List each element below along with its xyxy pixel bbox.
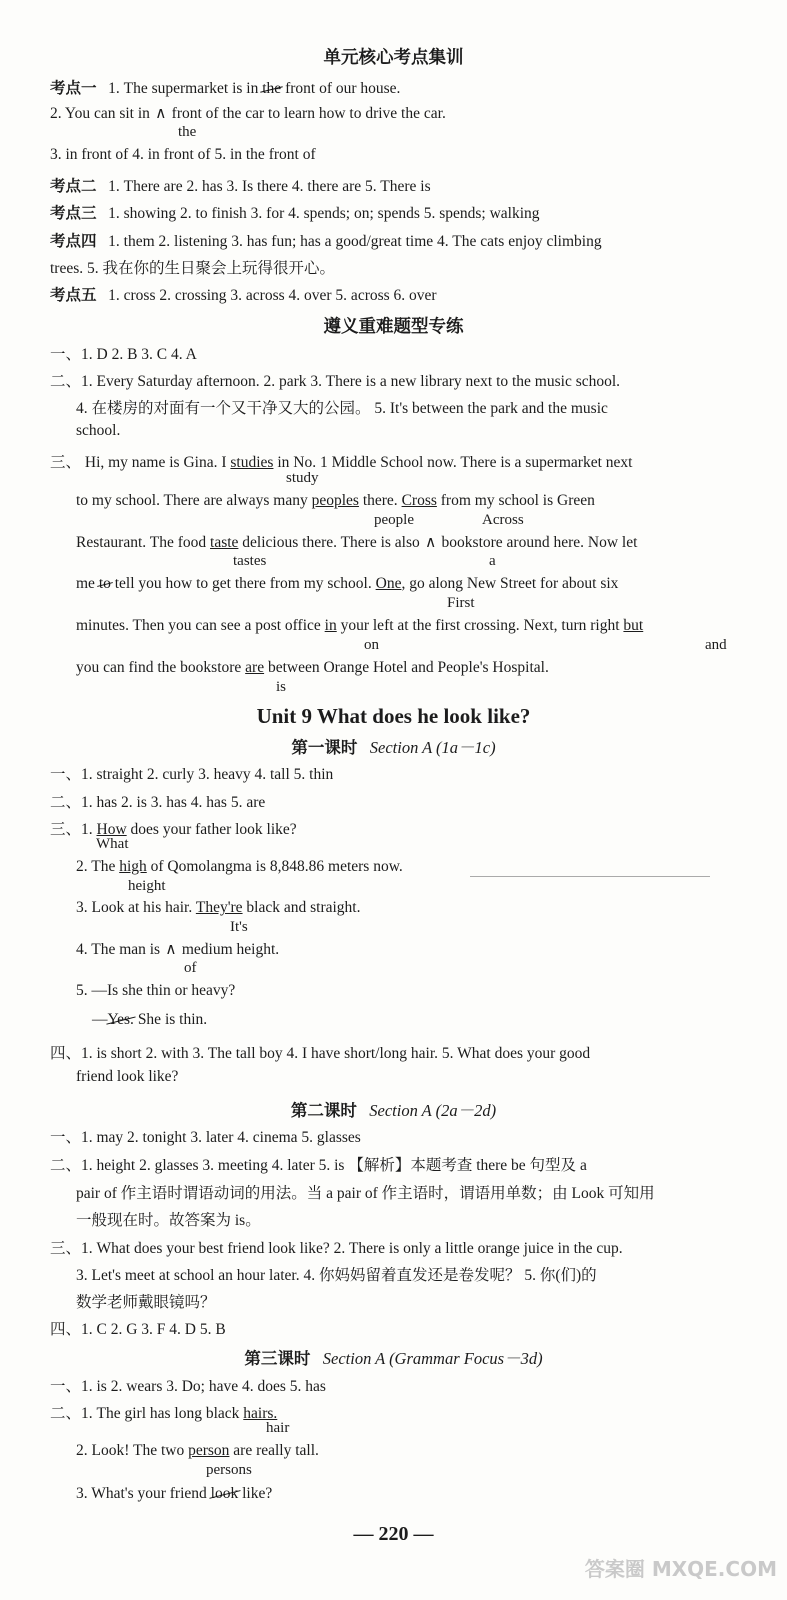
error-word: They're bbox=[195, 899, 243, 916]
passage-text: bookstore around here. Now let bbox=[441, 534, 638, 551]
correction-word: It's bbox=[230, 919, 248, 935]
error-word: but bbox=[623, 617, 644, 634]
correction-word: What bbox=[96, 836, 129, 852]
section-title-unit-review: 单元核心考点集训 bbox=[323, 47, 464, 67]
insert-mark: ∧ bbox=[424, 534, 437, 551]
correction-word: a bbox=[489, 553, 496, 569]
kaodian-1-line-2 bbox=[50, 104, 446, 123]
error-word: Cross bbox=[401, 492, 437, 509]
correction-word: tastes bbox=[233, 553, 267, 569]
l1-q3-item-2 bbox=[76, 858, 403, 876]
l1-q3-item-1 bbox=[50, 817, 297, 839]
lesson-section: Section A (2a－2d) bbox=[369, 1101, 497, 1120]
lesson-2-heading bbox=[0, 1097, 787, 1121]
passage-text: minutes. Then you can see a post office bbox=[76, 617, 321, 634]
correction-word: study bbox=[286, 470, 319, 486]
l2-q4: 四、1. C 2. G 3. F 4. D 5. B bbox=[50, 1321, 226, 1338]
l3-q1: 一、1. is 2. wears 3. Do; have 4. does 5. has bbox=[50, 1378, 326, 1395]
passage-text: in No. 1 Middle School now. There is a supermarket next bbox=[277, 454, 633, 471]
answer-text: of Qomolangma is 8,848.86 meters now. bbox=[150, 858, 403, 875]
correction-word: First bbox=[447, 595, 475, 611]
passage-text: me bbox=[76, 575, 95, 592]
passage-line-4 bbox=[76, 575, 618, 593]
answer-text: 3. What's your friend bbox=[76, 1485, 207, 1502]
correction-word: of bbox=[184, 960, 197, 976]
answer-text: 1. showing 2. to finish 3. for 4. spends; on; spends 5. spends; walking bbox=[108, 205, 540, 222]
error-word: high bbox=[119, 858, 147, 875]
answer-text: 3. Look at his hair. bbox=[76, 899, 193, 916]
pencil-line bbox=[470, 876, 710, 877]
answer-text: 1. cross 2. crossing 3. across 4. over 5. across 6. over bbox=[108, 287, 437, 304]
l1-q3-item-3 bbox=[76, 899, 361, 917]
passage-text: between Orange Hotel and People's Hospital. bbox=[267, 659, 549, 676]
correction-word: height bbox=[128, 878, 166, 894]
passage-text: 三、 Hi, my name is Gina. I bbox=[50, 454, 227, 471]
kaodian-label: 考点四 bbox=[50, 233, 97, 250]
answer-text: 1. There are 2. has 3. Is there 4. there are 5. There is bbox=[108, 178, 431, 195]
l3-q2-item-3 bbox=[76, 1485, 272, 1503]
answer-text: 2. You can sit in bbox=[50, 105, 150, 122]
kaodian-2 bbox=[50, 174, 431, 196]
error-word: hairs. bbox=[243, 1405, 278, 1422]
passage-line-6 bbox=[76, 659, 549, 677]
page-number-text: — 220 — bbox=[353, 1523, 434, 1545]
lesson-label: 第三课时 bbox=[244, 1349, 311, 1368]
passage-text: delicious there. There is also bbox=[242, 534, 420, 551]
l2-q3-line-1: 三、1. What does your best friend look like? 2. There is only a little orange juice in the cup. bbox=[50, 1240, 623, 1257]
lesson-3-heading bbox=[0, 1345, 787, 1369]
answer-text: 二、1. The girl has long black bbox=[50, 1405, 240, 1422]
kaodian-label: 考点三 bbox=[50, 205, 97, 222]
insert-mark: ∧ bbox=[155, 105, 167, 122]
kaodian-4-line-2: trees. 5. 我在你的生日聚会上玩得很开心。 bbox=[50, 260, 336, 277]
l2-q1: 一、1. may 2. tonight 3. later 4. cinema 5. glasses bbox=[50, 1129, 361, 1146]
answer-text: are really tall. bbox=[233, 1442, 319, 1459]
correction-word: on bbox=[364, 637, 379, 653]
passage-text: tell you how to get there from my school. bbox=[114, 575, 372, 592]
error-word: in bbox=[324, 617, 337, 634]
kaodian-label: 考点五 bbox=[50, 287, 97, 304]
answer-text: medium height. bbox=[181, 941, 280, 958]
answer-text: 三、1. bbox=[50, 821, 93, 838]
zunyi-q2-line-1: 二、1. Every Saturday afternoon. 2. park 3. There is a new library next to the music school. bbox=[50, 373, 621, 390]
answer-text: — bbox=[92, 1011, 108, 1028]
page-number bbox=[0, 1523, 787, 1546]
passage-line-2 bbox=[76, 492, 595, 510]
watermark-logo: 答案圈 MXQE.COM bbox=[584, 1557, 777, 1581]
passage-text: you can find the bookstore bbox=[76, 659, 242, 676]
kaodian-label: 考点一 bbox=[50, 80, 97, 97]
l1-q3-item-5a: 5. —Is she thin or heavy? bbox=[76, 982, 236, 999]
answer-text: 1. them 2. listening 3. has fun; has a good/great time 4. The cats enjoy climbing bbox=[108, 233, 602, 250]
insert-mark: ∧ bbox=[165, 941, 177, 958]
lesson-section: Section A (Grammar Focus－3d) bbox=[322, 1349, 543, 1368]
correction-word: persons bbox=[206, 1462, 252, 1478]
l2-q3-line-3: 数学老师戴眼镜吗？ bbox=[76, 1294, 216, 1311]
error-word: person bbox=[188, 1442, 230, 1459]
answer-text: 2. Look! The two bbox=[76, 1442, 185, 1459]
error-word: How bbox=[96, 821, 127, 838]
answer-text: front of the car to learn how to drive the car. bbox=[171, 105, 446, 122]
lesson-label: 第一课时 bbox=[291, 738, 358, 757]
passage-line-5 bbox=[76, 617, 643, 635]
l1-q3-item-5b bbox=[92, 1011, 207, 1029]
passage-line-3 bbox=[76, 533, 637, 552]
passage-text: to my school. There are always many bbox=[76, 492, 308, 509]
error-word: taste bbox=[210, 534, 239, 551]
struck-word: the bbox=[262, 80, 282, 97]
error-word: are bbox=[245, 659, 265, 676]
lesson-1-heading bbox=[0, 734, 787, 758]
correction-word: people bbox=[374, 512, 414, 528]
kaodian-3 bbox=[50, 201, 540, 223]
unit-title: Unit 9 What does he look like? bbox=[256, 704, 531, 728]
kaodian-1-line-3: 3. in front of 4. in front of 5. in the front of bbox=[50, 146, 316, 163]
correction-word: Across bbox=[482, 512, 524, 528]
error-word: One bbox=[375, 575, 402, 592]
kaodian-1-line-1 bbox=[50, 76, 400, 98]
passage-text: from my school is Green bbox=[440, 492, 595, 509]
correction-word: the bbox=[178, 124, 197, 140]
l2-q2-line-2: pair of 作主语时谓语动词的用法。当 a pair of 作主语时，谓语用单数；由 Look 可知用 bbox=[76, 1185, 655, 1202]
l3-q2-item-1 bbox=[50, 1401, 277, 1423]
l1-q3-item-4 bbox=[76, 940, 279, 959]
passage-line-1 bbox=[50, 450, 632, 472]
lesson-section: Section A (1a－1c) bbox=[369, 738, 496, 757]
answer-text: 1. The supermarket is in bbox=[108, 80, 259, 97]
l1-q1: 一、1. straight 2. curly 3. heavy 4. tall 5. thin bbox=[50, 766, 334, 783]
l3-q2-item-2 bbox=[76, 1442, 319, 1460]
answer-text: 2. The bbox=[76, 858, 116, 875]
error-word: studies bbox=[230, 454, 274, 471]
answer-text: does your father look like? bbox=[130, 821, 297, 838]
correction-word: and bbox=[705, 637, 727, 653]
correction-word: hair bbox=[266, 1420, 290, 1436]
l1-q4-line-2: friend look like? bbox=[76, 1068, 179, 1085]
answer-text: 4. The man is bbox=[76, 941, 161, 958]
zunyi-q2-line-3: school. bbox=[76, 422, 121, 439]
passage-text: there. bbox=[362, 492, 398, 509]
section-title-zunyi: 遵义重难题型专练 bbox=[323, 316, 464, 336]
l1-q4-line-1: 四、1. is short 2. with 3. The tall boy 4. I have short/long hair. 5. What does your good bbox=[50, 1045, 591, 1062]
correction-word: is bbox=[276, 679, 287, 695]
l1-q2: 二、1. has 2. is 3. has 4. has 5. are bbox=[50, 794, 266, 811]
kaodian-5 bbox=[50, 283, 437, 305]
zunyi-q1: 一、1. D 2. B 3. C 4. A bbox=[50, 346, 197, 363]
kaodian-4 bbox=[50, 229, 602, 251]
answer-text: black and straight. bbox=[246, 899, 361, 916]
lesson-label: 第二课时 bbox=[290, 1101, 357, 1120]
zunyi-q2-line-2: 4. 在楼房的对面有一个又干净又大的公园。 5. It's between the park and the music bbox=[76, 400, 608, 417]
answer-text: like? bbox=[242, 1485, 273, 1502]
passage-text: Restaurant. The food bbox=[76, 534, 207, 551]
answer-text: She is thin. bbox=[137, 1011, 208, 1028]
struck-word: to bbox=[98, 575, 111, 592]
answer-text: front of our house. bbox=[285, 80, 401, 97]
struck-word: Yes. bbox=[107, 1011, 134, 1028]
passage-text: your left at the first crossing. Next, turn right bbox=[340, 617, 620, 634]
struck-word: look bbox=[210, 1485, 239, 1502]
l2-q3-line-2: 3. Let's meet at school an hour later. 4. 你妈妈留着直发还是卷发呢？ 5. 你(们)的 bbox=[76, 1267, 597, 1284]
kaodian-label: 考点二 bbox=[50, 178, 97, 195]
error-word: peoples bbox=[311, 492, 359, 509]
l2-q2-line-1: 二、1. height 2. glasses 3. meeting 4. later 5. is 【解析】本题考查 there be 句型及 a bbox=[50, 1157, 587, 1174]
passage-text: , go along New Street for about six bbox=[401, 575, 619, 592]
l2-q2-line-3: 一般现在时。故答案为 is。 bbox=[76, 1212, 261, 1229]
